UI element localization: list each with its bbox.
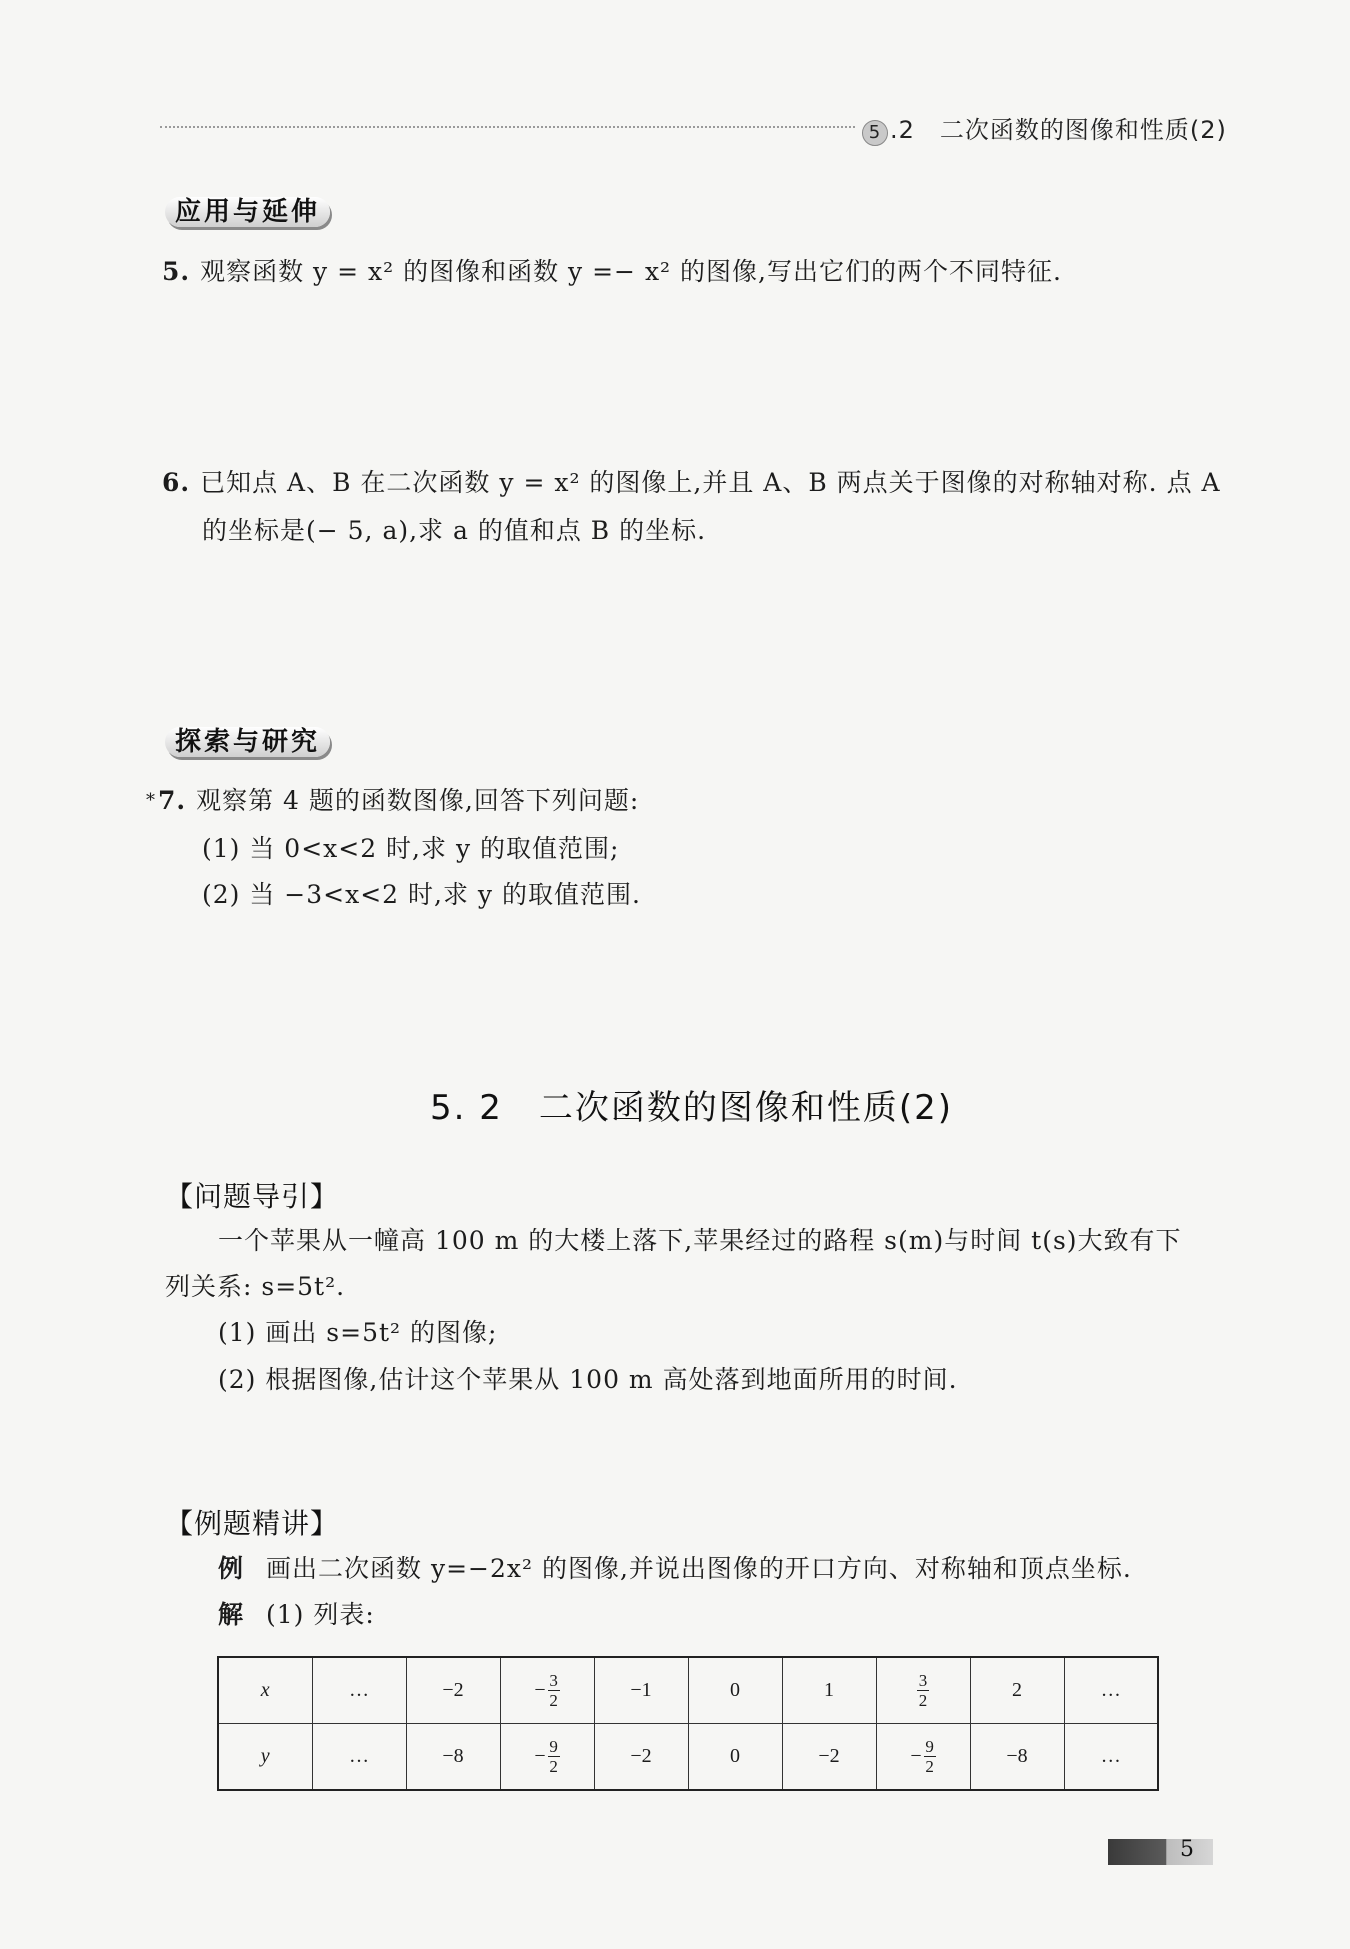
question-5 <box>162 249 1062 295</box>
table-row-label: x <box>218 1657 312 1724</box>
guide-paragraph-line-1: 一个苹果从一幢高 100 m 的大楼上落下,苹果经过的路程 s(m)与时间 t(s)大致有下 <box>218 1226 1182 1255</box>
question-5-text: 观察函数 y = x² 的图像和函数 y =− x² 的图像,写出它们的两个不同特征. <box>200 257 1062 286</box>
chapter-circle-number: 5 <box>862 120 888 146</box>
table-cell: − $\frac{9}{2}$ <box>500 1724 594 1791</box>
table-cell: −8 <box>406 1724 500 1791</box>
question-6-number: 6. <box>162 468 191 497</box>
table-cell: 2 <box>970 1657 1064 1724</box>
table-cell: … <box>1064 1657 1158 1724</box>
table-row-label: y <box>218 1724 312 1791</box>
table-cell: −8 <box>970 1724 1064 1791</box>
solution-line <box>218 1592 375 1638</box>
header-rule <box>160 126 855 128</box>
running-header <box>862 110 1227 146</box>
guide-heading: 【问题导引】 <box>165 1180 340 1213</box>
question-6 <box>162 460 1221 506</box>
table-cell: … <box>1064 1724 1158 1791</box>
question-7-sub-2: (2) 当 −3<x<2 时,求 y 的取值范围. <box>202 880 641 909</box>
example-heading: 【例题精讲】 <box>165 1507 340 1540</box>
question-6-line-2: 的坐标是(− 5, a),求 a 的值和点 B 的坐标. <box>202 516 707 545</box>
running-header-title: .2 二次函数的图像和性质(2) <box>890 116 1227 144</box>
table-cell: 1 <box>782 1657 876 1724</box>
guide-item-2: (2) 根据图像,估计这个苹果从 100 m 高处落到地面所用的时间. <box>218 1365 958 1394</box>
question-7-star: * <box>146 790 156 811</box>
table-row <box>218 1657 1158 1724</box>
table-cell: … <box>312 1657 406 1724</box>
example-label: 例 <box>218 1554 245 1583</box>
section-tab-apply: 应用与延伸 <box>165 197 330 227</box>
table-cell: −2 <box>406 1657 500 1724</box>
question-7-sub-1: (1) 当 0<x<2 时,求 y 的取值范围; <box>202 834 620 863</box>
question-7-number: 7. <box>158 786 187 815</box>
question-7-text: 观察第 4 题的函数图像,回答下列问题: <box>196 786 640 815</box>
solution-text: (1) 列表: <box>266 1600 375 1629</box>
question-7 <box>146 778 639 824</box>
table-row <box>218 1724 1158 1791</box>
page-number: 5 <box>1180 1837 1194 1862</box>
table-cell: 0 <box>688 1657 782 1724</box>
table-cell: −1 <box>594 1657 688 1724</box>
solution-label: 解 <box>218 1600 245 1629</box>
question-6-line-1: 已知点 A、B 在二次函数 y = x² 的图像上,并且 A、B 两点关于图像的对称轴对称. 点 A <box>200 468 1221 497</box>
table-cell: … <box>312 1724 406 1791</box>
table-cell: −2 <box>594 1724 688 1791</box>
table-cell: − $\frac{9}{2}$ <box>876 1724 970 1791</box>
page-number-badge <box>1108 1839 1213 1865</box>
lesson-title: 5. 2 二次函数的图像和性质(2) <box>430 1088 954 1128</box>
guide-paragraph-line-2: 列关系: s=5t². <box>165 1272 346 1301</box>
table-cell: 0 <box>688 1724 782 1791</box>
section-tab-explore: 探索与研究 <box>165 727 330 757</box>
example-statement <box>218 1546 1132 1592</box>
guide-item-1: (1) 画出 s=5t² 的图像; <box>218 1318 498 1347</box>
example-text: 画出二次函数 y=−2x² 的图像,并说出图像的开口方向、对称轴和顶点坐标. <box>266 1554 1132 1583</box>
table-cell: −2 <box>782 1724 876 1791</box>
table-cell: − $\frac{3}{2}$ <box>500 1657 594 1724</box>
question-5-number: 5. <box>162 257 191 286</box>
value-table <box>217 1656 1159 1791</box>
table-cell: $\frac{3}{2}$ <box>876 1657 970 1724</box>
